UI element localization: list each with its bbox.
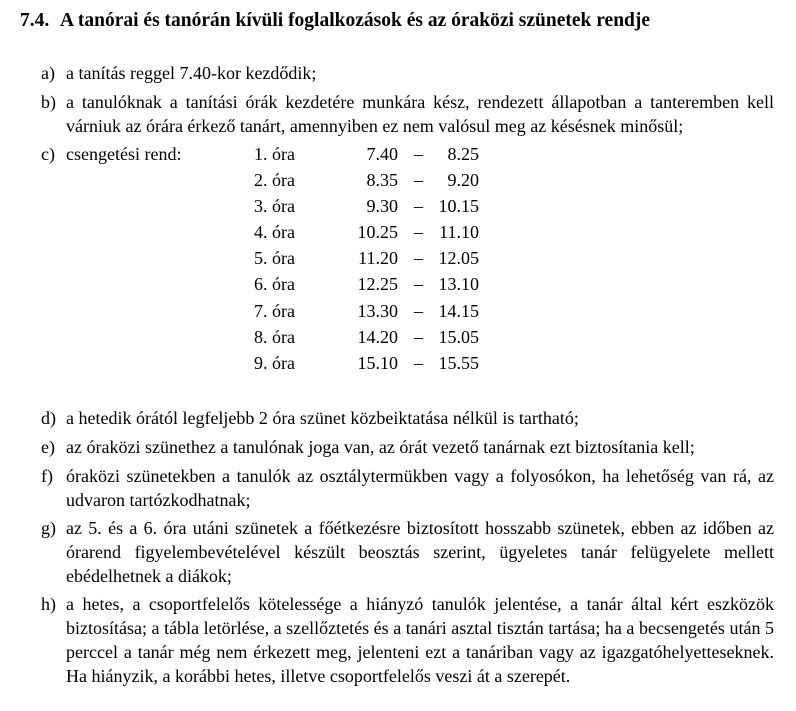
lesson-label: 3. óra — [254, 196, 295, 216]
lesson-end: 12.05 — [438, 248, 479, 268]
schedule-row — [0, 246, 796, 270]
time-dash: – — [414, 327, 423, 347]
lesson-end: 8.25 — [447, 144, 479, 164]
lesson-start: 8.35 — [366, 170, 398, 190]
list-item-text: a hetes, a csoportfelelős kötelessége a hiányzó tanulók jelentése, a tanár által kért eszközök biztosítása; a tábla letörlése, a szellőztetés és a tanári asztal tisztán tartása; ha a becsengetés után 5 perccel a tanár még nem érkezett meg, jelenteni ezt a tanáriban vagy az igazgatóhelyetteseknek. Ha hiányzik, a korábbi hetes, illetve csoportfelelős veszi át a szerepét. — [66, 594, 774, 686]
list-item-text: az 5. és a 6. óra utáni szünetek a főétkezésre biztosított hosszabb szünetek, ebben az időben az órarend figyelembevételével készült beosztás szerint, ügyeletes tanár felügyelete mellett ebédelhetnek a diákok; — [66, 518, 774, 586]
lesson-end: 10.15 — [438, 196, 479, 216]
lesson-start: 7.40 — [366, 144, 398, 164]
list-item-b — [41, 90, 774, 138]
section-number: 7.4. — [20, 10, 50, 31]
schedule-row — [0, 299, 796, 323]
list-item-f — [41, 464, 774, 512]
time-dash: – — [414, 353, 423, 373]
lesson-label: 8. óra — [254, 327, 295, 347]
list-item-text: a tanítás reggel 7.40-kor kezdődik; — [66, 63, 317, 83]
list-marker: h) — [41, 594, 56, 614]
lesson-start: 13.30 — [357, 301, 398, 321]
lesson-label: 9. óra — [254, 353, 295, 373]
lesson-end: 13.10 — [438, 274, 479, 294]
lesson-start: 15.10 — [357, 353, 398, 373]
lesson-end: 15.55 — [438, 353, 479, 373]
schedule-row — [0, 168, 796, 192]
schedule-row — [0, 142, 796, 166]
lesson-label: 6. óra — [254, 274, 295, 294]
list-marker: c) — [41, 144, 55, 164]
lesson-start: 14.20 — [357, 327, 398, 347]
time-dash: – — [414, 196, 423, 216]
time-dash: – — [414, 222, 423, 242]
list-item-h — [41, 592, 774, 688]
list-marker: d) — [41, 408, 56, 428]
list-item-g — [41, 516, 774, 588]
section-title: A tanórai és tanórán kívüli foglalkozások és az óraközi szünetek rendje — [60, 10, 651, 31]
time-dash: – — [414, 170, 423, 190]
lesson-label: 5. óra — [254, 248, 295, 268]
list-item-text: a tanulóknak a tanítási órák kezdetére munkára kész, rendezett állapotban a tanteremben kell várniuk az órára érkező tanárt, amennyiben ez nem valósul meg az késésnek minősül; — [66, 92, 774, 136]
list-item-e — [41, 435, 774, 459]
lesson-start: 12.25 — [357, 274, 398, 294]
schedule-row — [0, 194, 796, 218]
lesson-label: 7. óra — [254, 301, 295, 321]
schedule-row — [0, 351, 796, 375]
lesson-label: 2. óra — [254, 170, 295, 190]
time-dash: – — [414, 144, 423, 164]
lesson-start: 10.25 — [357, 222, 398, 242]
time-dash: – — [414, 301, 423, 321]
list-item-text: csengetési rend: — [66, 144, 182, 164]
lesson-label: 4. óra — [254, 222, 295, 242]
schedule-row — [0, 220, 796, 244]
lesson-label: 1. óra — [254, 144, 295, 164]
lesson-end: 11.10 — [439, 222, 479, 242]
list-marker: e) — [41, 437, 55, 457]
schedule-row — [0, 272, 796, 296]
list-item-d — [41, 406, 774, 430]
list-marker: a) — [41, 63, 55, 83]
lesson-start: 9.30 — [366, 196, 398, 216]
lesson-end: 15.05 — [438, 327, 479, 347]
lesson-end: 9.20 — [447, 170, 479, 190]
list-item-text: az óraközi szünethez a tanulónak joga van, az órát vezető tanárnak ezt biztosítania kell; — [66, 437, 695, 457]
time-dash: – — [414, 274, 423, 294]
list-marker: g) — [41, 518, 56, 538]
list-marker: b) — [41, 92, 56, 112]
list-marker: f) — [41, 466, 53, 486]
list-item-a — [41, 61, 774, 85]
list-item-text: óraközi szünetekben a tanulók az osztálytermükben vagy a folyosókon, ha lehetőség van rá, az udvaron tartózkodhatnak; — [66, 466, 774, 510]
lesson-start: 11.20 — [358, 248, 398, 268]
lesson-end: 14.15 — [438, 301, 479, 321]
time-dash: – — [414, 248, 423, 268]
section-heading — [20, 9, 650, 33]
schedule-row — [0, 325, 796, 349]
list-item-text: a hetedik órától legfeljebb 2 óra szünet közbeiktatása nélkül is tartható; — [66, 408, 579, 428]
